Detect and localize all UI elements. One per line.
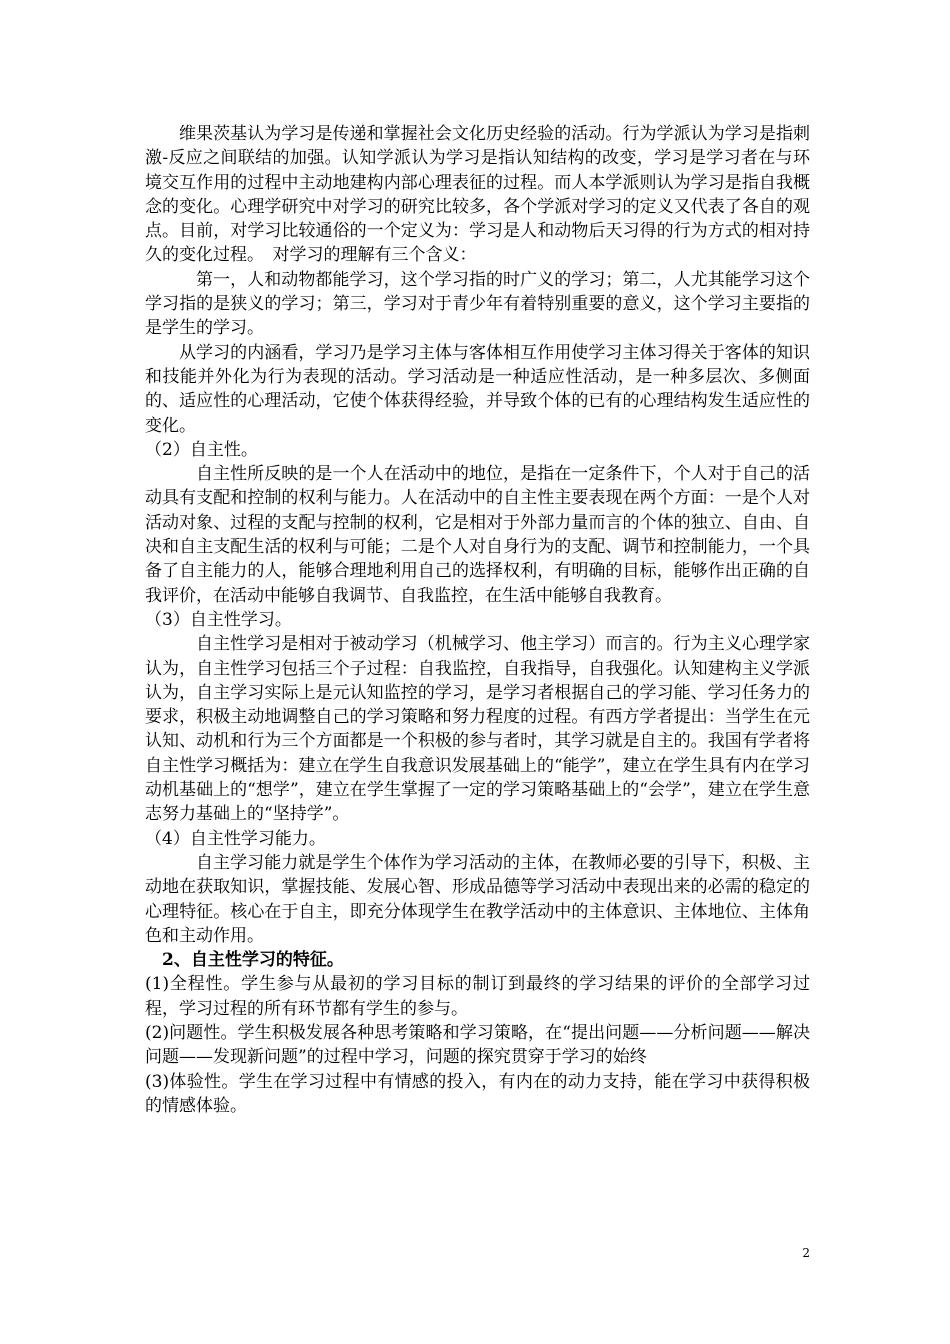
section-heading-features: 2、自主性学习的特征。 [162,950,344,971]
paragraph-learning-connotation: 从学习的内涵看，学习乃是学习主体与客体相互作用使学习主体习得关于客体的知识和技能并外化为行为表现的活动。学习活动是一种适应性活动，是一种多层次、多侧面的、适应性的心理活动，它使个体获得经验，并导致个体的已有的心理结构发生适应性的变化。 [145,342,810,436]
section-heading-autonomous-learning: （3）自主性学习。 [145,609,292,630]
section-heading-autonomy: （2）自主性。 [145,439,258,460]
page-number: 2 [802,1246,810,1260]
list-item-problem-based: (2)问题性。学生积极发展各种思考策略和学习策略，在“提出问题——分析问题——解决问题——发现新问题”的过程中学习，问题的探究贯穿于学习的始终 [145,1022,810,1068]
list-item-experiential: (3)体验性。学生在学习过程中有情感的投入，有内在的动力支持，能在学习中获得积极的情感体验。 [145,1071,810,1116]
paragraph-learning-definitions: 维果茨基认为学习是传递和掌握社会文化历史经验的活动。行为学派认为学习是指刺激-反应之间联结的加强。认知学派认为学习是指认知结构的改变，学习是学习者在与环境交互作用的过程中主动地建构内部心理表征的过程。而人本学派则认为学习是指自我概念的变化。心理学研究中对学习的研究比较多，各个学派对学习的定义又代表了各自的观点。目前，对学习比较通俗的一个定义为：学习是人和动物后天习得的行为方式的相对持久的变化过程。 对学习的理解有三个含义： [145,124,810,266]
paragraph-autonomous-learning-ability: 自主学习能力就是学生个体作为学习活动的主体，在教师必要的引导下，积极、主动地在获取知识，掌握技能、发展心智、形成品德等学习活动中表现出来的必需的稳定的心理特征。核心在于自主，即充分体现学生在教学活动中的主体意识、主体地位、主体角色和主动作用。 [145,852,810,946]
document-body [145,122,810,1118]
paragraph-autonomy: 自主性所反映的是一个人在活动中的地位，是指在一定条件下，个人对于自己的活动具有支配和控制的权利与能力。人在活动中的自主性主要表现在两个方面：一是个人对活动对象、过程的支配与控制的权利，它是相对于外部力量而言的个体的独立、自由、自决和自主支配生活的权利与可能；二是个人对自身行为的支配、调节和控制能力，一个具备了自主能力的人，能够合理地利用自己的选择权利，有明确的目标，能够作出正确的自我评价，在活动中能够自我调节、自我监控，在生活中能够自我教育。 [145,464,810,606]
section-heading-autonomous-learning-ability: （4）自主性学习能力。 [145,828,326,849]
list-item-whole-process: (1)全程性。学生参与从最初的学习目标的制订到最终的学习结果的评价的全部学习过程，学习过程的所有环节都有学生的参与。 [145,974,810,1019]
paragraph-three-meanings: 第一，人和动物都能学习，这个学习指的时广义的学习；第二，人尤其能学习这个学习指的是狭义的学习；第三，学习对于青少年有着特别重要的意义，这个学习主要指的是学生的学习。 [145,269,810,339]
paragraph-autonomous-learning: 自主性学习是相对于被动学习（机械学习、他主学习）而言的。行为主义心理学家认为，自主性学习包括三个子过程：自我监控，自我指导，自我强化。认知建构主义学派认为，自主学习实际上是元认知监控的学习，是学习者根据自己的学习能、学习任务力的要求，积极主动地调整自己的学习策略和努力程度的过程。有西方学者提出：当学生在元认知、动机和行为三个方面都是一个积极的参与者时，其学习就是自主的。我国有学者将自主性学习概括为：建立在学生自我意识发展基础上的“能学”，建立在学生具有内在学习动机基础上的“想学”，建立在学生掌握了一定的学习策略基础上的“会学”，建立在学生意志努力基础上的“坚持学”。 [145,634,810,825]
